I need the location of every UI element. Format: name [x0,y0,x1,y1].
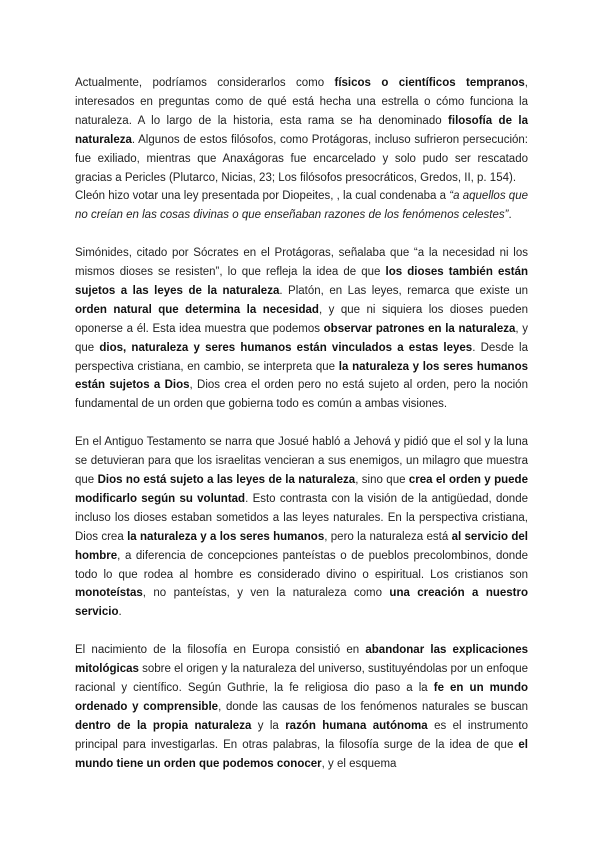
text-run: , donde las causas de los fenómenos naturales se buscan [218,700,529,713]
text-run: , y el esquema [321,757,397,770]
bold-phrase: filosofía de la naturaleza [75,114,528,146]
text-run: . Esto contrasta con la visión de la antigüedad, donde incluso los dioses estaban sometidos a las leyes naturales. En la perspectiva cristiana, Dios crea [75,492,528,543]
paragraph-spacer [75,414,528,433]
text-run: , interesados en preguntas como de qué está hecha una estrella o cómo funciona la naturaleza. A lo largo de la historia, esta rama se ha denominado [75,77,528,127]
bold-phrase: al servicio del hombre [75,530,528,562]
bold-phrase: los dioses también están sujetos a las leyes de la naturaleza [75,266,528,297]
bold-phrase: la naturaleza y los seres humanos están sujetos a Dios [75,360,528,392]
bold-phrase: razón humana autónoma [285,719,428,732]
bold-phrase: una creación a nuestro servicio [75,587,528,619]
bold-phrase: dentro de la propia naturaleza [75,719,252,732]
text-run: En el Antiguo Testamento se narra que Josué habló a Jehová y pidió que el sol y la luna se detuvieran para que los israelitas vencieran a sus enemigos, un milagro que muestra que [75,436,528,486]
text-run: , Dios crea el orden pero no está sujeto al orden, pero la noción fundamental de un orden que gobierna todo es común a ambas visiones. [75,379,528,411]
bold-phrase: orden natural que determina la necesidad [75,303,319,316]
paragraph [75,433,528,622]
text-run: . [508,209,512,222]
text-run: Cleón hizo votar una ley presentada por Diopeites, , la cual condenaba a [75,190,450,203]
paragraph [75,244,528,414]
text-run: , pero la naturaleza está [324,530,452,543]
body-text [75,74,528,773]
text-run: El nacimiento de la filosofía en Europa consistió en [75,644,366,657]
text-run: sobre el origen y la naturaleza del universo, sustituyéndolas por un enfoque racional y científico. Según Guthrie, la fe religiosa dio paso a la [75,663,528,694]
bold-phrase: crea el orden y puede modificarlo según su voluntad [75,474,528,505]
bold-phrase: fe en un mundo ordenado y comprensible [75,681,528,713]
text-run: . Desde la perspectiva cristiana, en cambio, se interpreta que [75,341,528,373]
bold-phrase: físicos o científicos tempranos [334,77,525,89]
text-run: . Algunos de estos filósofos, como Protágoras, incluso sufrieron persecución: fue exiliado, mientras que Anaxágoras fue encarcelado y solo pudo ser rescatado gracias a Pericles (Plutarco, Nicias, 23; Los filósofos presocráticos, Gredos, II, p. 154). [75,133,528,184]
text-run: , y que ni siquiera los dioses pueden oponerse a él. Esta idea muestra que podemos [75,303,528,335]
paragraph [75,641,528,773]
italic-quote: “a aquellos que no creían en las cosas divinas o que enseñaban razones de los fenómenos celestes” [75,190,528,222]
paragraph-spacer [75,225,528,244]
text-run: es el instrumento principal para investigarlas. En otras palabras, la filosofía surge de la idea de que [75,719,529,751]
bold-phrase: el mundo tiene un orden que podemos conocer [75,738,528,770]
text-run: , y que [75,322,529,354]
bold-phrase: Dios no está sujeto a las leyes de la naturaleza [97,474,356,486]
bold-phrase: dios, naturaleza y seres humanos están vinculados a estas leyes [99,341,473,354]
paragraph [75,187,528,225]
text-run: y la [251,719,286,732]
text-run: , sino que [355,474,409,486]
bold-phrase: la naturaleza y a los seres humanos [127,530,325,543]
text-run: , no panteístas, y ven la naturaleza como [142,587,390,600]
paragraph [75,74,528,187]
bold-phrase: abandonar las explicaciones mitológicas [75,644,528,676]
bold-phrase: monoteístas [75,587,143,600]
text-run: Simónides, citado por Sócrates en el Protágoras, señalaba que “a la necesidad ni los mismos dioses se resisten”, lo que refleja la idea de que [75,247,528,279]
text-run: Actualmente, podríamos considerarlos como [75,77,335,89]
paragraph-spacer [75,622,528,641]
text-run: , a diferencia de concepciones panteístas o de pueblos precolombinos, donde todo lo que rodea al hombre es considerado divino o espiritual. Los cristianos son [75,549,528,581]
text-run: . [118,606,122,619]
bold-phrase: observar patrones en la naturaleza [323,322,516,335]
text-run: . Platón, en Las leyes, remarca que existe un [279,284,528,297]
